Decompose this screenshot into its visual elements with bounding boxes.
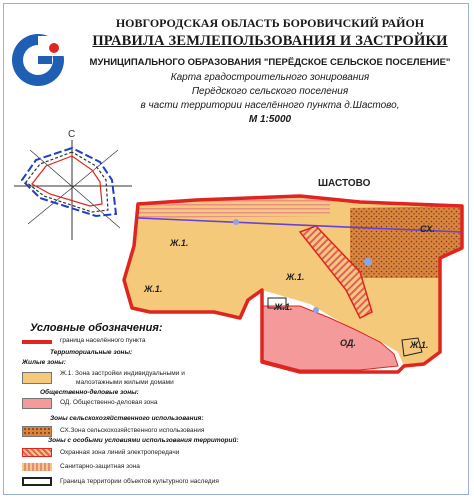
zone-label-zh1-e: Ж.1. (410, 340, 429, 350)
water-point-3 (313, 307, 319, 313)
legend-swatch-public (22, 398, 52, 409)
region-heading: НОВГОРОДСКАЯ ОБЛАСТЬ БОРОВИЧСКИЙ РАЙОН (115, 16, 425, 30)
legend-residential-zones: Жилые зоны: (22, 359, 66, 366)
village-label: ШАСТОВО (318, 178, 371, 189)
map-name-line1: Карта градостроительного зонирования (170, 72, 370, 83)
legend-title: Условные обозначения: (30, 322, 163, 334)
legend-public-zones: Общественно-деловые зоны: (40, 389, 139, 396)
legend-swatch-boundary (22, 340, 52, 344)
zone-label-zh1-a: Ж.1. (170, 238, 189, 248)
legend-special-zones: Зоны с особыми условиями использования территорий: (48, 437, 239, 444)
legend-od: ОД. Общественно-деловая зона (60, 399, 158, 406)
compass-north-label: С (68, 129, 76, 140)
zone-label-zh1-c: Ж.1. (286, 272, 305, 282)
agricultural-zone (350, 206, 462, 278)
water-point-2 (364, 258, 372, 266)
legend-swatch-sanitary (22, 463, 52, 471)
zone-label-zh1-d: Ж.1. (274, 302, 293, 312)
zone-label-zh1-b: Ж.1. (144, 284, 163, 294)
legend-swatch-cultural (22, 477, 52, 486)
legend-cultural: Граница территории объектов культурного наследия (60, 478, 219, 485)
page-title: ПРАВИЛА ЗЕМЛЕПОЛЬЗОВАНИЯ И ЗАСТРОЙКИ (92, 33, 448, 49)
legend-territorial-zones: Территориальные зоны: (50, 349, 133, 356)
zone-label-od: ОД. (340, 338, 356, 348)
legend-zh1-line2: малоэтажными жилыми домами (76, 379, 174, 386)
legend-powerline: Охранная зона линий электропередачи (60, 449, 180, 456)
zone-label-sx: СХ. (420, 224, 435, 234)
legend-swatch-residential (22, 372, 52, 384)
legend-sx: СХ.Зона сельскохозяйственного использования (60, 427, 205, 434)
legend-zh1-line1: Ж.1. Зона застройки индивидуальными и (60, 370, 185, 377)
map-name-line2: Перёдского сельского поселения (191, 86, 349, 97)
legend-sanitary: Санитарно-защитная зона (60, 463, 140, 470)
map-scale: М 1:5000 (248, 114, 292, 125)
legend-agri-zones: Зоны сельскохозяйственного использования: (50, 415, 204, 422)
water-point (233, 219, 239, 225)
municipality-heading: МУНИЦИПАЛЬНОГО ОБРАЗОВАНИЯ "ПЕРЁДСКОЕ СЕЛЬСКОЕ ПОСЕЛЕНИЕ" (89, 57, 451, 68)
compass-rose (14, 129, 132, 240)
legend-swatch-powerline (22, 448, 52, 457)
legend-boundary: граница населённого пункта (60, 337, 146, 344)
legend-swatch-agri (22, 426, 52, 437)
map-name-line3: в части территории населённого пункта д.Шастово, (140, 100, 400, 111)
